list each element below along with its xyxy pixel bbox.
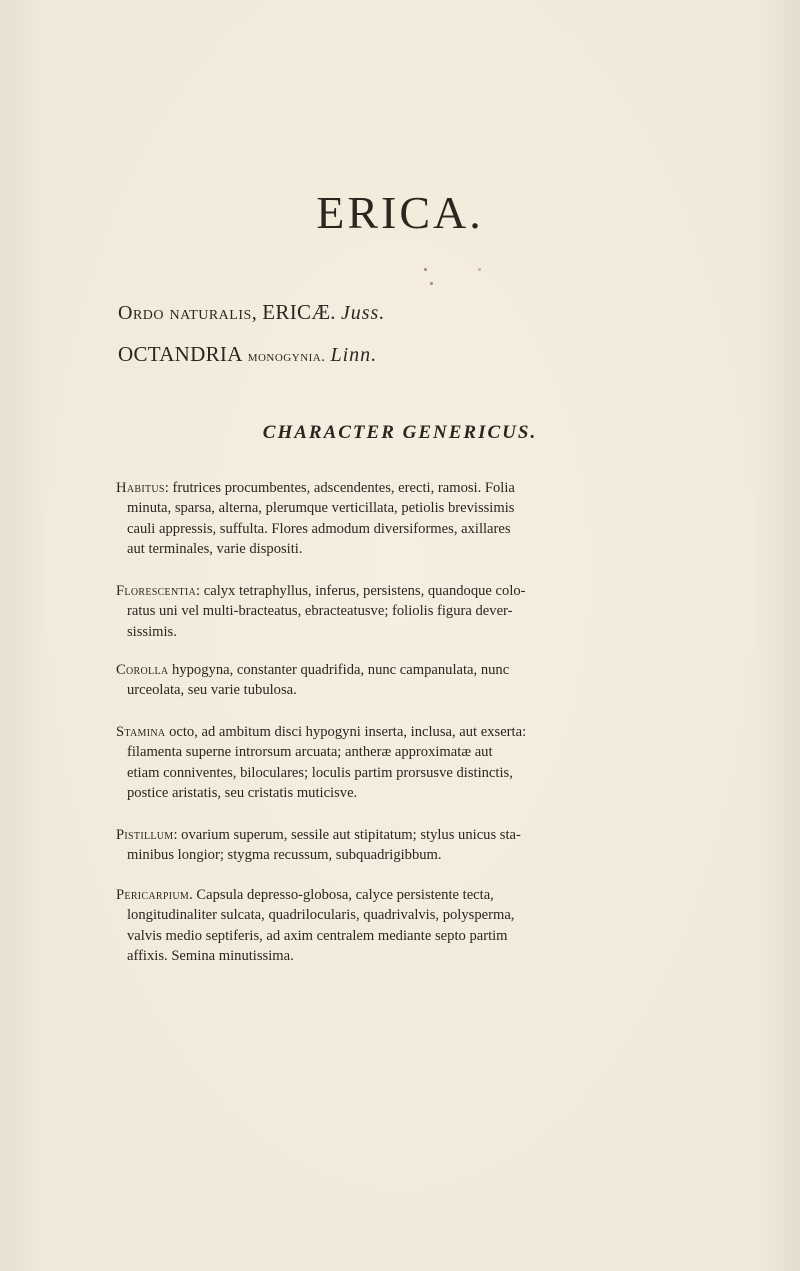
paragraph-habitus <box>116 478 560 559</box>
paragraph-term: Florescentia <box>116 583 197 599</box>
paragraph-term: Habitus <box>116 480 165 496</box>
paragraph-line: affixis. Semina minutissima. <box>127 947 294 964</box>
order-label: Ordo naturalis, <box>118 302 258 324</box>
paragraph-line: ratus uni vel multi-bracteatus, ebracteatusve; foliolis figura dever- <box>127 603 513 620</box>
paragraph-line: minuta, sparsa, alterna, plerumque verticillata, petiolis brevissimis <box>127 500 515 517</box>
section-heading: CHARACTER GENERICUS. <box>262 422 538 443</box>
paragraph-pericarpium <box>116 885 560 966</box>
paragraph-line: cauli appressis, suffulta. Flores admodum diversiformes, axillares <box>127 520 511 537</box>
paragraph-corolla <box>116 660 560 701</box>
paragraph-line: etiam conniventes, biloculares; loculis partim prorsusve distinctis, <box>127 764 513 781</box>
paragraph-line: filamenta superne introrsum arcuata; antheræ approximatæ aut <box>127 744 493 761</box>
paragraph-term: Corolla <box>116 662 169 678</box>
ink-speck <box>424 268 427 271</box>
paragraph-stamina <box>116 722 560 803</box>
paragraph-line: minibus longior; stygma recussum, subquadrigibbum. <box>127 847 442 864</box>
order-authority: Juss. <box>340 302 386 324</box>
paragraph-line: urceolata, seu varie tubulosa. <box>127 682 297 699</box>
paragraph-line: postice aristatis, seu cristatis muticisve. <box>127 784 358 801</box>
class-authority: Linn. <box>330 344 378 366</box>
paragraph-line: longitudinaliter sulcata, quadrilocularis, quadrivalvis, polysperma, <box>127 907 515 924</box>
paragraph-line: valvis medio septiferis, ad axim centralem mediante septo partim <box>127 927 508 944</box>
paragraph-pistillum <box>116 825 560 866</box>
order-family: ERICÆ. <box>262 300 336 324</box>
class-label: OCTANDRIA <box>118 342 243 366</box>
paragraph-term: Pericarpium <box>116 887 190 903</box>
paragraph-line: Florescentia: calyx tetraphyllus, inferus, persistens, quandoque colo- <box>116 583 526 599</box>
ink-speck <box>478 268 481 271</box>
ink-speck <box>430 282 433 285</box>
paragraph-florescentia <box>116 581 560 642</box>
page-title: ERICA. <box>316 187 484 238</box>
order-line <box>118 300 385 325</box>
paragraph-line: Pericarpium. Capsula depresso-globosa, calyce persistente tecta, <box>116 887 494 903</box>
paragraph-line: Corolla hypogyna, constanter quadrifida, nunc campanulata, nunc <box>116 662 510 678</box>
paragraph-line: Stamina octo, ad ambitum disci hypogyni inserta, inclusa, aut exserta: <box>116 724 527 740</box>
class-sub: monogynia. <box>247 349 326 365</box>
paragraph-term: Pistillum <box>116 827 174 843</box>
paragraph-term: Stamina <box>116 724 166 740</box>
paragraph-line: sissimis. <box>127 623 177 640</box>
paragraph-line: Pistillum: ovarium superum, sessile aut stipitatum; stylus unicus sta- <box>116 827 521 843</box>
class-line <box>118 342 377 367</box>
paragraph-line: aut terminales, varie dispositi. <box>127 540 303 557</box>
paragraph-line: Habitus: frutrices procumbentes, adscendentes, erecti, ramosi. Folia <box>116 480 515 496</box>
